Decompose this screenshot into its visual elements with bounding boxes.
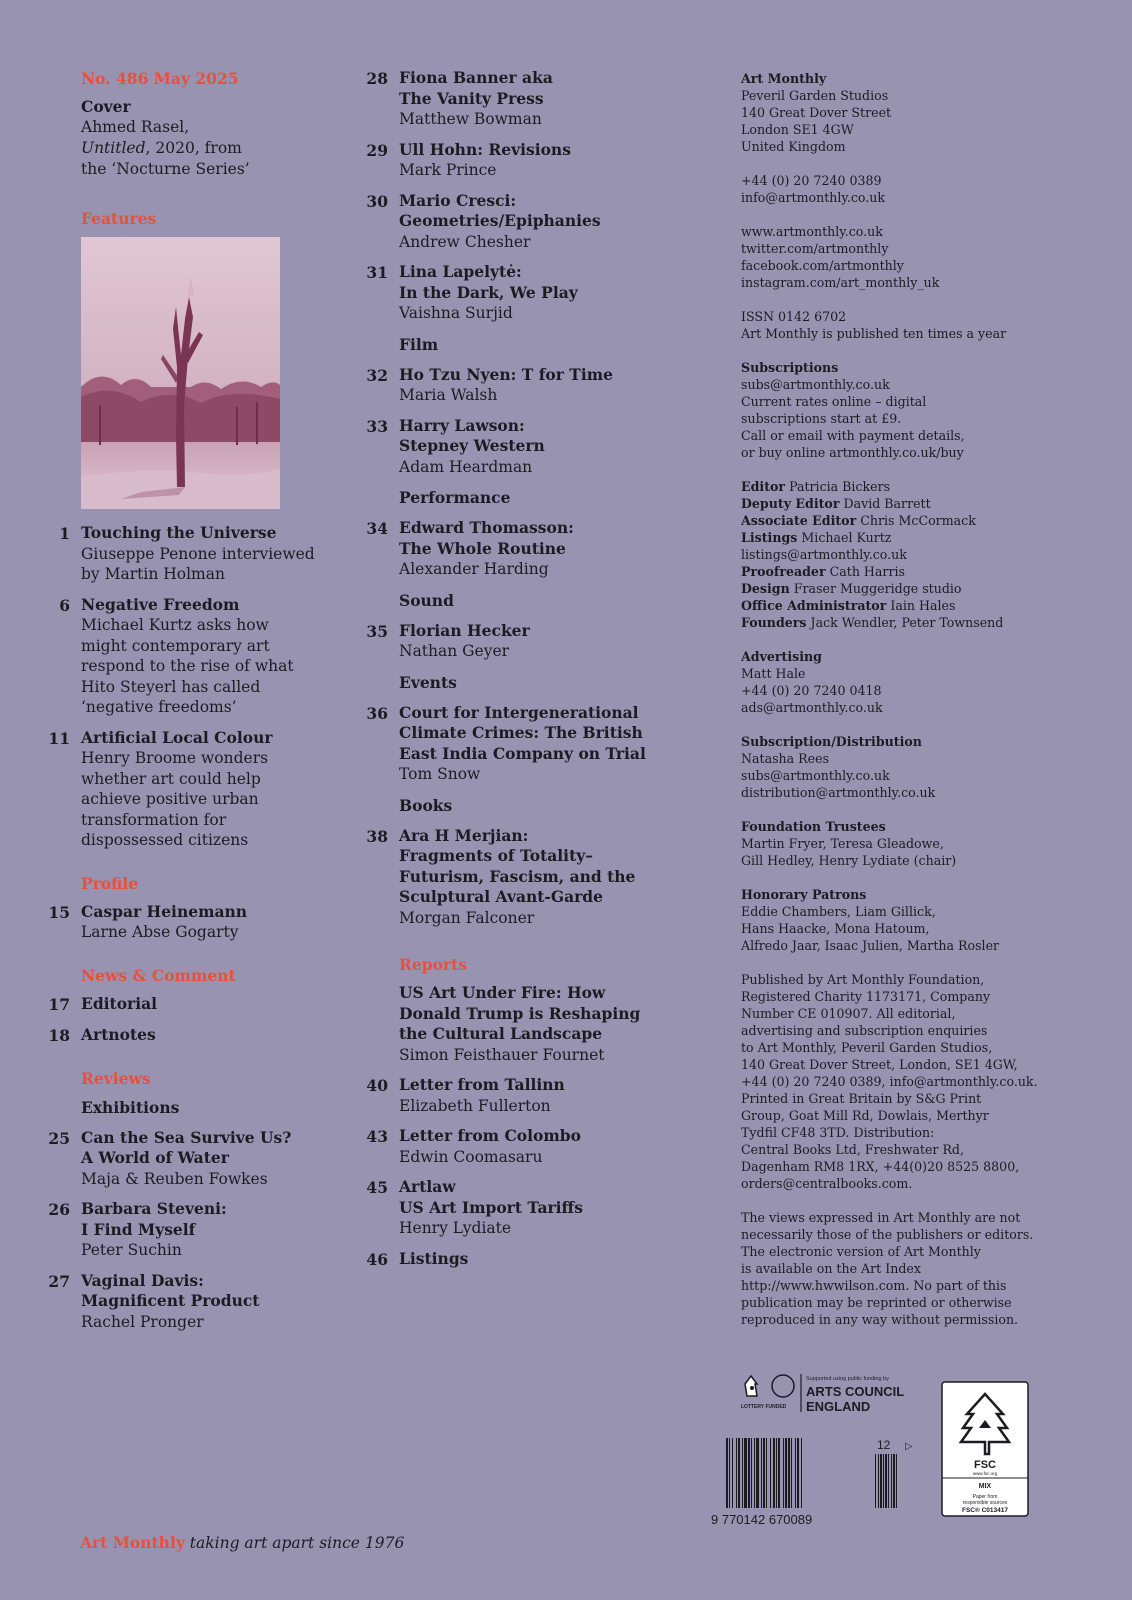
toc-entry: 30 Mario Cresci: Geometries/Epiphanies Andrew Chesher	[366, 191, 706, 253]
toc-entry: 32 Ho Tzu Nyen: T for Time Maria Walsh	[366, 365, 706, 406]
barcode-icon	[726, 1438, 897, 1508]
contents-column-middle	[366, 68, 706, 1280]
staff-line: Founders Jack Wendler, Peter Townsend	[741, 615, 1004, 630]
contents-column-left	[48, 68, 348, 1342]
entry-title: Editorial	[81, 993, 158, 1013]
masthead-address: Art Monthly Peveril Garden Studios 140 Great Dover Street London SE1 4GW United Kingdom	[741, 71, 892, 154]
staff-line: Editor Patricia Bickers	[741, 479, 891, 494]
subsection-film: Film	[399, 334, 439, 354]
footer-tagline	[80, 1533, 404, 1552]
tree-photo-image	[81, 237, 280, 509]
toc-entry: 15 Caspar Heinemann Larne Abse Gogarty	[48, 902, 348, 943]
entry-author: Larne Abse Gogarty	[81, 923, 239, 941]
entry-author: Nathan Geyer	[399, 642, 510, 660]
entry-title: Mario Cresci: Geometries/Epiphanies	[399, 190, 601, 230]
toc-entry: 27 Vaginal Davis: Magnificent Product Rachel Pronger	[48, 1271, 348, 1333]
logos-area	[711, 1372, 1041, 1532]
entry-title: Listings	[399, 1248, 469, 1268]
toc-entry: 31 Lina Lapelytė: In the Dark, We Play Vaishna Surjid	[366, 262, 706, 324]
lottery-icon	[745, 1376, 757, 1396]
masthead-published: Published by Art Monthly Foundation, Registered Charity 1173171, Company Number CE 010907. All editorial, advertising and subscription enquiries to Art Monthly, Peveril Garden Studios, 140 Great Dover Street, London, SE1 4GW, +44 (0) 20 7240 0389, info@artmonthly.co.uk. Printed in Great Britain by S&G Print Group, Goat Mill Rd, Dowlais, Merthyr Tydfil CF48 3TD. Distribution: Central Books Ltd, Freshwater Rd, Dagenham RM8 1RX, +44(0)20 8525 8800, orders@centralbooks.com.	[741, 972, 1038, 1191]
toc-entry: 11 Artificial Local Colour Henry Broome wonders whether art could help achieve positive urban transformation for dispossessed citizens	[48, 728, 348, 851]
ace-line1: ARTS COUNCIL	[806, 1384, 905, 1399]
masthead-contact: +44 (0) 20 7240 0389 info@artmonthly.co.uk	[741, 173, 886, 205]
entry-author: Morgan Falconer	[399, 908, 535, 927]
fsc-paper: Paper from responsible sources	[962, 1494, 1008, 1506]
entry-title: Barbara Steveni: I Find Myself	[81, 1199, 227, 1239]
masthead-issn: ISSN 0142 6702 Art Monthly is published ten times a year	[741, 309, 1007, 341]
subsection-performance: Performance	[399, 488, 511, 507]
entry-title: Letter from Tallinn	[399, 1075, 565, 1094]
entry-title: Letter from Colombo	[399, 1126, 581, 1145]
subsection-books: Books	[399, 795, 453, 815]
entry-author: Mark Prince	[399, 161, 497, 179]
toc-entry: 36 Court for Intergenerational Climate Crimes: The British East India Company on Trial Tom Snow	[366, 703, 706, 785]
section-reviews: Reviews	[81, 1068, 151, 1088]
cover-credit	[81, 117, 348, 180]
svg-text:▷: ▷	[905, 1441, 913, 1452]
cover-artist: Ahmed Rasel,	[81, 118, 190, 136]
subsection-sound: Sound	[399, 590, 454, 610]
entry-title: Harry Lawson: Stepney Western	[399, 415, 545, 455]
entry-title: Vaginal Davis: Magnificent Product	[81, 1270, 260, 1310]
entry-title: Court for Intergenerational Climate Crimes: The British East India Company on Trial	[399, 702, 646, 763]
staff-line: listings@artmonthly.co.uk	[741, 547, 907, 562]
masthead-disclaimer: The views expressed in Art Monthly are not necessarily those of the publishers or editors. The electronic version of Art Monthly is available on the Art Index http://www.hwwilson.com. No part of this publication may be reprinted or otherwise reproduced in any way without permission.	[741, 1210, 1034, 1327]
masthead-subscriptions: Subscriptions subs@artmonthly.co.uk Current rates online – digital subscriptions start at £9. Call or email with payment details, or buy online artmonthly.co.uk/buy	[741, 360, 965, 460]
entry-author: Edwin Coomasaru	[399, 1147, 543, 1166]
entry-author: Giuseppe Penone interviewed by Martin Holman	[81, 544, 315, 583]
entry-author: Henry Broome wonders whether art could help achieve positive urban transformation for dispossessed citizens	[81, 749, 269, 849]
staff-line: Design Fraser Muggeridge studio	[741, 581, 962, 596]
subsection-exhibitions: Exhibitions	[81, 1097, 180, 1117]
entry-author: Peter Suchin	[81, 1241, 182, 1259]
entry-title: Caspar Heinemann	[81, 901, 248, 921]
toc-entry	[366, 983, 706, 1065]
toc-entry: 34 Edward Thomasson: The Whole Routine Alexander Harding	[366, 518, 706, 580]
masthead-name: Art Monthly	[741, 71, 827, 86]
toc-entry: 25 Can the Sea Survive Us? A World of Water Maja & Reuben Fowkes	[48, 1128, 348, 1190]
entry-title: Ho Tzu Nyen: T for Time	[399, 364, 613, 384]
cover-title: Untitled	[81, 139, 146, 157]
entry-title: Negative Freedom	[81, 594, 240, 614]
staff-line: Deputy Editor David Barrett	[741, 496, 931, 511]
barcode-number: 9 770142 670089	[711, 1512, 813, 1527]
toc-entry: 40 Letter from Tallinn Elizabeth Fullerton	[366, 1075, 706, 1116]
entry-author: Rachel Pronger	[81, 1312, 204, 1331]
arts-council-seal-icon	[772, 1375, 794, 1397]
entry-title: Ull Hohn: Revisions	[399, 139, 571, 159]
toc-entry: 6 Negative Freedom Michael Kurtz asks how might contemporary art respond to the rise of what Hito Steyerl has called ‘negative freedoms’	[48, 595, 348, 718]
entry-author: Maria Walsh	[399, 386, 498, 404]
fsc-code: FSC® C013417	[962, 1507, 1008, 1514]
entry-author: Adam Heardman	[399, 457, 533, 476]
section-profile: Profile	[81, 873, 139, 893]
cover-photo	[81, 237, 280, 509]
masthead-distribution: Subscription/Distribution Natasha Rees subs@artmonthly.co.uk distribution@artmonthly.co.uk	[741, 734, 936, 800]
entry-author: Maja & Reuben Fowkes	[81, 1169, 268, 1188]
ace-line2: ENGLAND	[806, 1399, 871, 1414]
toc-entry: 38 Ara H Merjian: Fragments of Totality– Futurism, Fascism, and the Sculptural Avant-Garde Morgan Falconer	[366, 826, 706, 929]
entry-author: Elizabeth Fullerton	[399, 1096, 551, 1115]
issue-number: No. 486 May 2025	[81, 69, 239, 88]
fsc-mix: MIX	[978, 1483, 992, 1490]
section-features: Features	[81, 209, 157, 228]
toc-entry: 28 Fiona Banner aka The Vanity Press Matthew Bowman	[366, 68, 706, 130]
entry-title: Can the Sea Survive Us? A World of Water	[81, 1127, 292, 1167]
entry-title: Touching the Universe	[81, 523, 277, 542]
entry-author: Alexander Harding	[399, 560, 549, 578]
toc-entry: 1 Touching the Universe Giuseppe Penone interviewed by Martin Holman	[48, 523, 348, 585]
barcode-addon: 12	[877, 1438, 891, 1452]
entry-title: Artificial Local Colour	[81, 727, 273, 747]
staff-line: Listings Michael Kurtz	[741, 530, 892, 545]
masthead-staff	[741, 478, 1101, 631]
toc-entry: 43 Letter from Colombo Edwin Coomasaru	[366, 1126, 706, 1167]
entry-author: Simon Feisthauer Fournet	[399, 1045, 605, 1064]
entry-author: Tom Snow	[399, 765, 481, 783]
entry-title: Ara H Merjian: Fragments of Totality– Futurism, Fascism, and the Sculptural Avant-Garde	[399, 825, 636, 906]
entry-title: Edward Thomasson: The Whole Routine	[399, 518, 574, 558]
toc-entry: 29 Ull Hohn: Revisions Mark Prince	[366, 140, 706, 181]
cover-series: the ‘Nocturne Series’	[81, 160, 250, 178]
masthead-advertising: Advertising Matt Hale +44 (0) 20 7240 0418 ads@artmonthly.co.uk	[741, 649, 883, 715]
entry-title: Artnotes	[81, 1024, 156, 1044]
toc-entry: 18 Artnotes	[48, 1025, 348, 1046]
footer-tagline-text: taking art apart since 1976	[184, 1534, 405, 1552]
entry-title: Fiona Banner aka The Vanity Press	[399, 68, 553, 108]
entry-author: Andrew Chesher	[399, 232, 531, 251]
entry-title: Artlaw US Art Import Tariffs	[399, 1177, 584, 1217]
staff-line: Proofreader Cath Harris	[741, 564, 905, 579]
entry-title: Lina Lapelytė: In the Dark, We Play	[399, 262, 578, 302]
fsc-label: FSC	[974, 1459, 996, 1471]
fsc-url: www.fsc.org	[972, 1471, 998, 1476]
entry-title: Florian Hecker	[399, 620, 530, 640]
entry-author: Matthew Bowman	[399, 110, 542, 128]
ace-small-text: Supported using public funding by	[806, 1376, 889, 1382]
funding-logos	[711, 1372, 1041, 1532]
cover-heading: Cover	[81, 97, 131, 116]
masthead-trustees: Foundation Trustees Martin Fryer, Teresa Gleadowe, Gill Hedley, Henry Lydiate (chair)	[741, 819, 957, 868]
section-reports: Reports	[399, 955, 467, 974]
section-news: News & Comment	[81, 965, 236, 985]
toc-entry: 35 Florian Hecker Nathan Geyer	[366, 621, 706, 662]
masthead-column	[741, 70, 1101, 1345]
masthead-web: www.artmonthly.co.uk twitter.com/artmonthly facebook.com/artmonthly instagram.com/art_monthly_uk	[741, 224, 940, 290]
staff-line: Associate Editor Chris McCormack	[741, 513, 976, 528]
entry-author: Vaishna Surjid	[399, 304, 513, 322]
toc-entry: 33 Harry Lawson: Stepney Western Adam Heardman	[366, 416, 706, 478]
staff-line: Office Administrator Iain Hales	[741, 598, 956, 613]
toc-entry: 17 Editorial	[48, 994, 348, 1015]
cover-year: , 2020, from	[145, 139, 242, 157]
footer-brand: Art Monthly	[80, 1533, 185, 1552]
entry-author: Henry Lydiate	[399, 1219, 512, 1237]
toc-entry: 45 Artlaw US Art Import Tariffs Henry Lydiate	[366, 1177, 706, 1239]
entry-title: US Art Under Fire: How Donald Trump is Reshaping the Cultural Landscape	[399, 983, 641, 1043]
lottery-text: LOTTERY FUNDED	[741, 1404, 787, 1410]
masthead-patrons: Honorary Patrons Eddie Chambers, Liam Gillick, Hans Haacke, Mona Hatoum, Alfredo Jaar, Isaac Julien, Martha Rosler	[741, 887, 1000, 953]
entry-author: Michael Kurtz asks how might contemporary art respond to the rise of what Hito Steyerl has called ‘negative freedoms’	[81, 616, 294, 716]
toc-entry: 46 Listings	[366, 1249, 706, 1270]
toc-entry: 26 Barbara Steveni: I Find Myself Peter Suchin	[48, 1199, 348, 1261]
subsection-events: Events	[399, 672, 457, 692]
